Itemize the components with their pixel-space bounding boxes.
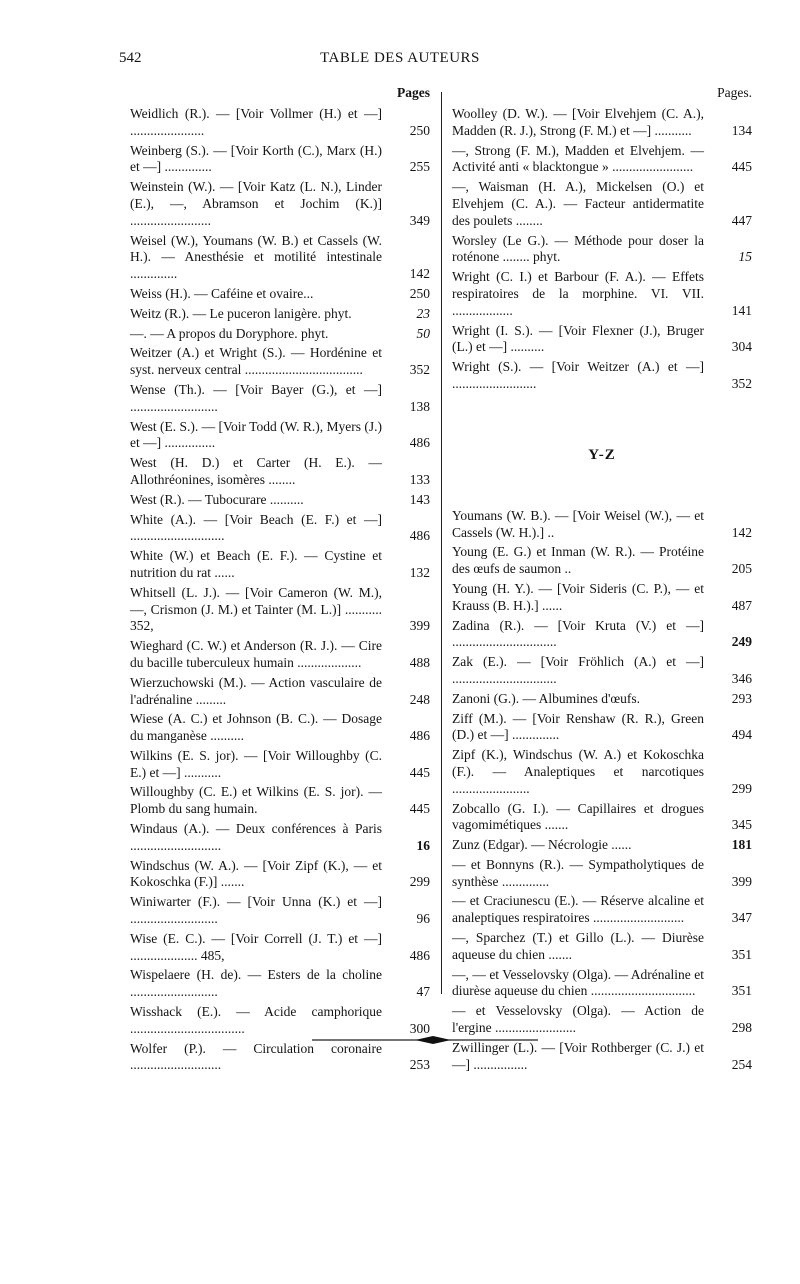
- entry-page: 299: [731, 780, 752, 796]
- index-entry: [452, 269, 752, 319]
- entry-text: West (R.). — Tubocurare ..........: [130, 491, 304, 507]
- entry-text: —, Waisman (H. A.), Mickelsen (O.) et Elvehjem (C. A.). — Facteur antidermatite des poulets ........: [452, 179, 704, 228]
- entry-page: 248: [409, 691, 430, 707]
- index-entry: [452, 323, 752, 357]
- entry-text: Ziff (M.). — [Voir Renshaw (R. R.), Green (D.) et —] ..............: [452, 710, 704, 743]
- entry-text: — et Craciunescu (E.). — Réserve alcaline et analeptiques respiratoires ...........................: [452, 893, 704, 926]
- index-entry: [130, 512, 430, 546]
- entry-page: 15: [738, 249, 752, 265]
- entry-page: 138: [409, 398, 430, 414]
- index-entry: [130, 143, 430, 177]
- entry-text: —. — A propos du Doryphore. phyt.: [130, 325, 329, 341]
- entry-text: Weitzer (A.) et Wright (S.). — Hordénine et syst. nerveux central ...................................: [130, 345, 382, 378]
- entry-page: 250: [409, 122, 430, 138]
- index-entry: [452, 143, 752, 177]
- entry-page: 250: [409, 285, 430, 301]
- entry-page: 487: [731, 597, 752, 613]
- index-entry: [452, 581, 752, 615]
- entry-page: 445: [409, 764, 430, 780]
- index-entry: [452, 1003, 752, 1037]
- entry-text: Zunz (Edgar). — Nécrologie ......: [452, 837, 632, 853]
- index-entry: [452, 544, 752, 578]
- entry-page: 50: [416, 325, 430, 341]
- column-divider: [441, 92, 442, 994]
- entry-page: 47: [416, 984, 430, 1000]
- entry-page: 255: [409, 159, 430, 175]
- index-entry: [130, 179, 430, 229]
- entry-page: 486: [409, 528, 430, 544]
- entry-page: 249: [731, 634, 752, 650]
- index-entry: [452, 359, 752, 393]
- entry-page: 486: [409, 435, 430, 451]
- entry-text: —, Sparchez (T.) et Gillo (L.). — Diurèse aqueuse du chien .......: [452, 930, 704, 962]
- entry-page: 304: [731, 339, 752, 355]
- index-entry: [130, 585, 430, 635]
- entry-text: Zobcallo (G. I.). — Capillaires et drogues vagomimétiques .......: [452, 800, 704, 833]
- index-entry: [452, 967, 752, 1001]
- entry-text: Wense (Th.). — [Voir Bayer (G.), et —] ..........................: [130, 381, 382, 414]
- entry-text: Zwillinger (L.). — [Voir Rothberger (C. J.) et —] ................: [452, 1039, 704, 1072]
- entry-page: 345: [731, 817, 752, 833]
- index-entry: [130, 894, 430, 928]
- index-entry: [452, 106, 752, 140]
- entry-text: Youmans (W. B.). — [Voir Weisel (W.), — et Cassels (W. H.).] ..: [452, 507, 704, 540]
- entry-text: Wright (C. I.) et Barbour (F. A.). — Effets respiratoires de la morphine. VI. VII. ..................: [452, 269, 704, 318]
- entry-text: Wright (I. S.). — [Voir Flexner (J.), Bruger (L.) et —] ..........: [452, 322, 704, 355]
- index-entry: [130, 106, 430, 140]
- entry-text: Worsley (Le G.). — Méthode pour doser la roténone ........ phyt.: [452, 232, 704, 265]
- entry-text: Zadina (R.). — [Voir Kruta (V.) et —] ...............................: [452, 617, 704, 650]
- entry-text: Wieghard (C. W.) et Anderson (R. J.). — Cire du bacille tuberculeux humain ...................: [130, 638, 382, 670]
- entry-text: Wiese (A. C.) et Johnson (B. C.). — Dosage du manganèse ..........: [130, 711, 382, 744]
- entry-text: Weitz (R.). — Le puceron lanigère. phyt.: [130, 305, 352, 321]
- index-entry: [130, 382, 430, 416]
- index-entry: [130, 419, 430, 453]
- entry-page: 347: [731, 910, 752, 926]
- entry-page: 486: [409, 947, 430, 963]
- entry-text: Wilkins (E. S. jor). — [Voir Willoughby (C. E.) et —] ...........: [130, 747, 382, 780]
- entry-page: 143: [409, 491, 430, 507]
- entry-text: Young (E. G.) et Inman (W. R.). — Protéine des œufs de saumon ..: [452, 544, 704, 577]
- index-entry: [130, 821, 430, 855]
- entry-text: Wierzuchowski (M.). — Action vasculaire de l'adrénaline .........: [130, 674, 382, 707]
- end-ornament: [312, 1033, 538, 1047]
- entry-page: 181: [731, 837, 752, 853]
- entry-page: 399: [409, 618, 430, 634]
- entry-page: 399: [731, 873, 752, 889]
- entry-text: Zak (E.). — [Voir Fröhlich (A.) et —] ...............................: [452, 654, 704, 686]
- index-entry: [452, 930, 752, 964]
- entry-page: 351: [731, 946, 752, 962]
- index-entry: [130, 638, 430, 672]
- left-column: [130, 80, 430, 1077]
- entry-text: West (H. D.) et Carter (H. E.). — Allothréonines, isomères ........: [130, 455, 382, 487]
- index-entry: [130, 492, 430, 509]
- index-entry: [452, 801, 752, 835]
- entry-text: Weiss (H.). — Caféine et ovaire...: [130, 285, 314, 301]
- entry-text: Winiwarter (F.). — [Voir Unna (K.) et —] ..........................: [130, 894, 382, 927]
- index-entry: [452, 618, 752, 652]
- index-entry: [452, 747, 752, 797]
- entry-text: Willoughby (C. E.) et Wilkins (E. S. jor). — Plomb du sang humain.: [130, 784, 382, 817]
- entry-text: West (E. S.). — [Voir Todd (W. R.), Myers (J.) et —] ...............: [130, 418, 382, 451]
- entry-text: Wispelaere (H. de). — Esters de la choline ..........................: [130, 967, 382, 1000]
- index-entry: [452, 233, 752, 267]
- entry-text: Windaus (A.). — Deux conférences à Paris ...........................: [130, 821, 382, 853]
- entry-page: 293: [731, 690, 752, 706]
- index-entry: [130, 711, 430, 745]
- entry-text: Zipf (K.), Windschus (W. A.) et Kokoschka (F.). — Analeptiques et narcotiques .......................: [452, 747, 704, 796]
- section-heading: Y-Z: [588, 446, 616, 463]
- index-entry: [130, 784, 430, 818]
- entry-page: 494: [731, 727, 752, 743]
- entry-page: 142: [731, 524, 752, 540]
- index-entry: [130, 748, 430, 782]
- index-entry: [452, 508, 752, 542]
- pages-label: Pages.: [717, 85, 752, 100]
- entry-page: 141: [731, 302, 752, 318]
- entry-text: Weidlich (R.). — [Voir Vollmer (H.) et —] ......................: [130, 106, 382, 138]
- entry-text: Zanoni (G.). — Albumines d'œufs.: [452, 690, 641, 706]
- entry-page: 352: [731, 375, 752, 391]
- entry-page: 349: [409, 212, 430, 228]
- entry-page: 16: [416, 837, 430, 853]
- right-column: [452, 80, 752, 1076]
- index-entry: [130, 931, 430, 965]
- index-entry: [452, 893, 752, 927]
- entry-text: Wise (E. C.). — [Voir Correll (J. T.) et —] .................... 485,: [130, 930, 382, 963]
- entry-page: 254: [731, 1056, 752, 1072]
- index-entry: [452, 711, 752, 745]
- right-entries-top: [452, 106, 752, 393]
- entry-text: Wright (S.). — [Voir Weitzer (A.) et —] .........................: [452, 359, 704, 391]
- entry-text: Young (H. Y.). — [Voir Sideris (C. P.), — et Krauss (B. H.).] ......: [452, 580, 704, 613]
- index-entry: [130, 967, 430, 1001]
- entry-page: 96: [416, 911, 430, 927]
- entry-text: Whitsell (L. J.). — [Voir Cameron (W. M.), —, Crismon (J. M.) et Tainter (M. L.)] ........... 352,: [130, 584, 382, 634]
- entry-text: —, — et Vesselovsky (Olga). — Adrénaline et diurèse aqueuse du chien ...............................: [452, 966, 704, 999]
- entry-page: 133: [409, 471, 430, 487]
- index-entry: [452, 691, 752, 708]
- index-entry: [130, 548, 430, 582]
- entry-text: Woolley (D. W.). — [Voir Elvehjem (C. A.), Madden (R. J.), Strong (F. M.) et —] ...........: [452, 106, 704, 138]
- entry-page: 445: [731, 159, 752, 175]
- index-entry: [130, 233, 430, 283]
- entry-page: 445: [409, 801, 430, 817]
- entry-text: Weisel (W.), Youmans (W. B.) et Cassels (W. H.). — Anesthésie et motilité intestinale ..............: [130, 232, 382, 282]
- index-entry: [130, 345, 430, 379]
- entry-text: —, Strong (F. M.), Madden et Elvehjem. — Activité anti « blacktongue » ........................: [452, 142, 704, 175]
- entry-page: 134: [731, 122, 752, 138]
- entry-text: Weinberg (S.). — [Voir Korth (C.), Marx (H.) et —] ..............: [130, 142, 382, 175]
- index-entry: [130, 455, 430, 489]
- index-entry: [452, 837, 752, 854]
- index-entry: [452, 179, 752, 229]
- pages-label: Pages: [397, 85, 430, 100]
- index-entry: [130, 326, 430, 343]
- index-entry: [130, 286, 430, 303]
- entry-page: 298: [731, 1020, 752, 1036]
- entry-page: 352: [409, 362, 430, 378]
- entry-text: White (A.). — [Voir Beach (E. F.) et —] ............................: [130, 511, 382, 544]
- index-entry: [130, 306, 430, 323]
- entry-page: 253: [409, 1057, 430, 1073]
- entry-text: Windschus (W. A.). — [Voir Zipf (K.), — et Kokoschka (F.)] .......: [130, 857, 382, 890]
- entry-page: 142: [409, 266, 430, 282]
- entry-text: Wolfer (P.). — Circulation coronaire ...........................: [130, 1040, 382, 1073]
- left-entries: [130, 106, 430, 1074]
- right-entries-bottom: [452, 508, 752, 1074]
- index-entry: [452, 857, 752, 891]
- index-entry: [130, 858, 430, 892]
- entry-page: 488: [409, 654, 430, 670]
- entry-page: 346: [731, 670, 752, 686]
- entry-text: — et Vesselovsky (Olga). — Action de l'ergine ........................: [452, 1003, 704, 1036]
- entry-page: 23: [416, 305, 430, 321]
- entry-page: 205: [731, 561, 752, 577]
- entry-page: 132: [409, 564, 430, 580]
- entry-text: White (W.) et Beach (E. F.). — Cystine et nutrition du rat ......: [130, 548, 382, 580]
- index-entry: [130, 675, 430, 709]
- entry-page: 300: [409, 1020, 430, 1036]
- entry-text: Wisshack (E.). — Acide camphorique ..................................: [130, 1004, 382, 1036]
- page-number: 542: [119, 50, 142, 66]
- entry-text: — et Bonnyns (R.). — Sympatholytiques de synthèse ..............: [452, 856, 704, 889]
- entry-text: Weinstein (W.). — [Voir Katz (L. N.), Linder (E.), —, Abramson et Jochim (K.)] ........................: [130, 179, 382, 228]
- index-entry: [452, 654, 752, 688]
- entry-page: 351: [731, 983, 752, 999]
- entry-page: 299: [409, 874, 430, 890]
- entry-page: 447: [731, 212, 752, 228]
- entry-page: 486: [409, 728, 430, 744]
- running-title: TABLE DES AUTEURS: [320, 50, 480, 66]
